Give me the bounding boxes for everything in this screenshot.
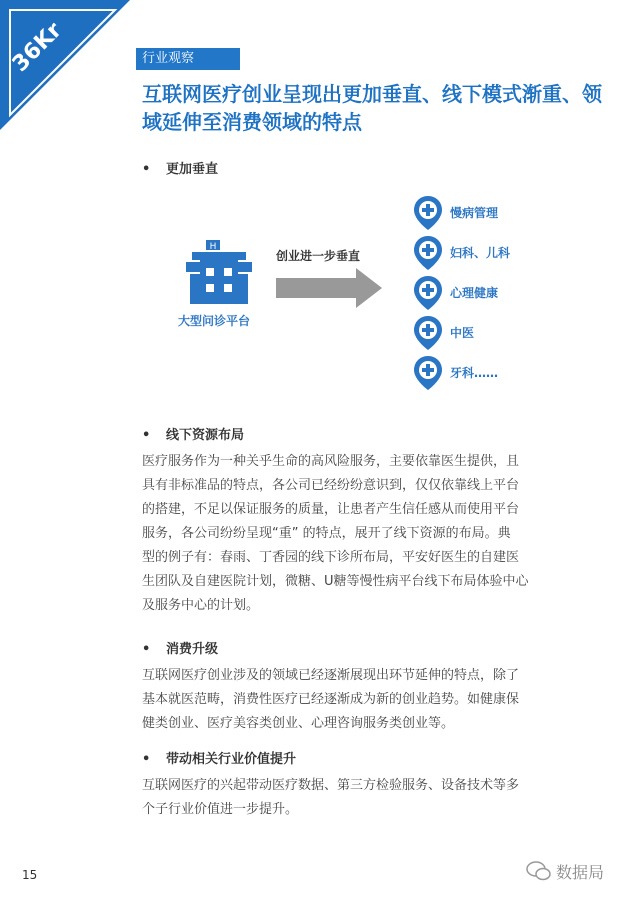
bullet-dot: • <box>142 642 151 657</box>
text-line: 个子行业价值进一步提升。 <box>142 802 299 817</box>
text-line: 及服务中心的计划。 <box>142 598 260 613</box>
text-line: 的搭建，不足以保证服务的质量，让患者产生信任感从而使用平台 <box>142 502 520 517</box>
corner-badge-text: 36Kr <box>7 17 67 77</box>
text-line: 医疗服务作为一种关乎生命的高风险服务，主要依靠医生提供，且 <box>142 454 520 469</box>
section-tag: 行业观察 <box>136 48 240 70</box>
wechat-icon <box>526 860 552 882</box>
text-line: 生团队及自建医院计划，微糖、U糖等慢性病平台线下布局体验中心 <box>142 574 529 589</box>
text-line: 型的例子有：春雨、丁香园的线下诊所布局，平安好医生的自建医 <box>142 550 520 565</box>
category-label: 中医 <box>450 326 475 340</box>
text-line: 健类创业、医疗美容类创业、心理咨询服务类创业等。 <box>142 716 455 731</box>
text-line: 互联网医疗创业涉及的领域已经逐渐展现出环节延伸的特点，除了 <box>142 668 520 683</box>
category-label: 心理健康 <box>450 286 499 300</box>
bullet-heading-consumption <box>142 638 218 657</box>
category-label: 慢病管理 <box>450 206 499 220</box>
arrow-right <box>276 268 382 308</box>
footer-brand: 数据局 <box>556 863 605 882</box>
medical-pin-icons <box>414 196 442 390</box>
arrow-label: 创业进一步垂直 <box>276 249 361 263</box>
bullet-heading-text: 更加垂直 <box>166 162 219 177</box>
text-line: 具有非标准品的特点，各公司已经纷纷意识到，仅仅依靠线上平台 <box>142 478 520 493</box>
corner-badge <box>0 0 130 130</box>
paragraph-consumption <box>142 664 574 736</box>
text-line: 互联网医疗的兴起带动医疗数据、第三方检验服务、设备技术等多 <box>142 778 520 793</box>
category-label: 牙科…… <box>450 366 499 380</box>
verticalization-diagram <box>170 190 590 400</box>
bullet-dot: • <box>142 162 151 177</box>
page-title: 互联网医疗创业呈现出更加垂直、线下模式渐重、领域延伸至消费领域的特点 <box>142 82 602 134</box>
text-line: 服务，各公司纷纷呈现“重” 的特点，展开了线下资源的布局。典 <box>142 526 511 541</box>
bullet-dot: • <box>142 428 151 443</box>
bullet-heading-text: 带动相关行业价值提升 <box>166 752 297 767</box>
bullet-dot: • <box>142 752 151 767</box>
paragraph-industry <box>142 774 574 822</box>
page-number: 15 <box>22 868 38 882</box>
hospital-icon <box>186 240 252 304</box>
svg-text:H: H <box>209 242 217 252</box>
bullet-heading-text: 消费升级 <box>166 642 219 657</box>
bullet-heading-vertical <box>142 158 218 177</box>
bullet-heading-offline <box>142 424 244 443</box>
hospital-label: 大型问诊平台 <box>178 314 251 328</box>
text-line: 基本就医范畴，消费性医疗已经逐渐成为新的创业趋势。如健康保 <box>142 692 520 707</box>
category-label: 妇科、儿科 <box>450 246 511 260</box>
paragraph-offline <box>142 450 574 618</box>
bullet-heading-text: 线下资源布局 <box>166 428 245 443</box>
bullet-heading-industry <box>142 748 296 767</box>
